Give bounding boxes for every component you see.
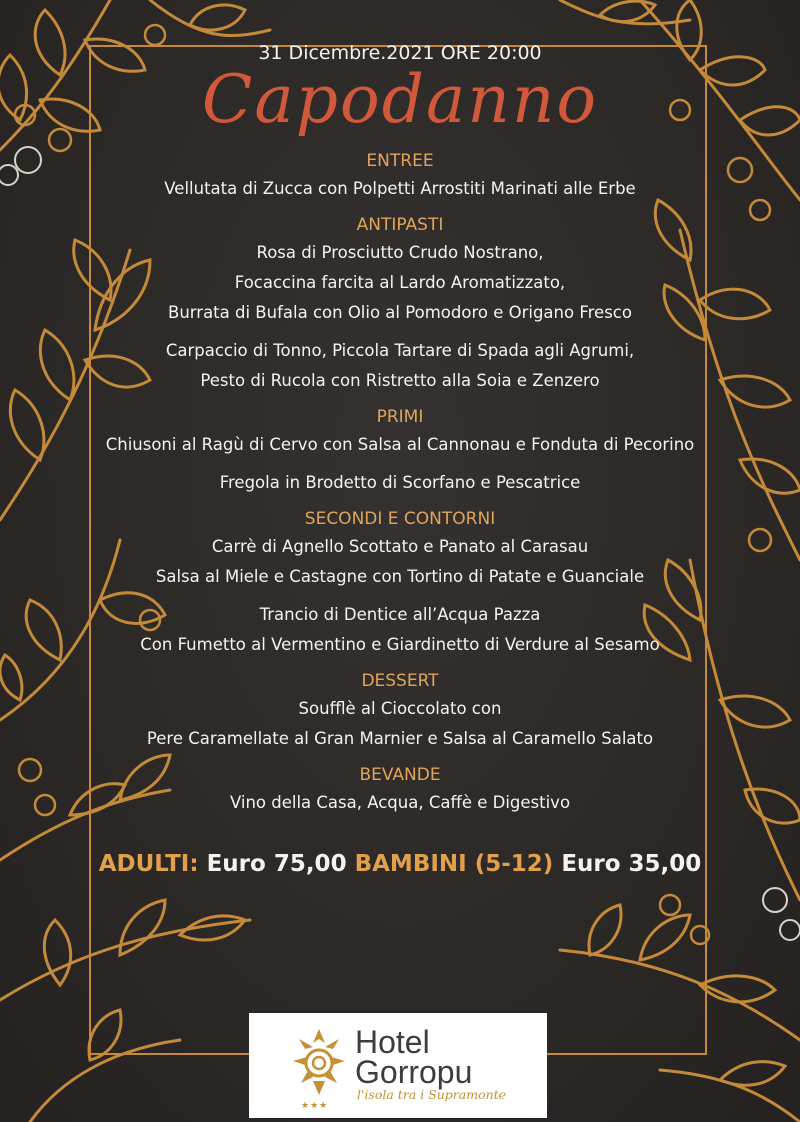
- section-entree: [89, 148, 711, 204]
- hotel-name: [355, 1024, 473, 1090]
- children-label: BAMBINI (5-12): [354, 851, 554, 877]
- menu-item: Con Fumetto al Vermentino e Giardinetto di Verdure al Sesamo: [140, 635, 660, 654]
- hotel-name-line2: Gorropu: [355, 1054, 473, 1090]
- page-title: Capodanno: [201, 61, 599, 138]
- event-date: 31 Dicembre.2021 ORE 20:00: [258, 42, 542, 64]
- adults-price: Euro 75,00: [206, 851, 347, 877]
- menu-item: Fregola in Brodetto di Scorfano e Pescatrice: [219, 473, 581, 492]
- sun-emblem-icon: [291, 1025, 347, 1107]
- section-dessert: [89, 668, 711, 754]
- section-title-entree: ENTREE: [366, 151, 434, 171]
- section-antipasti: [89, 212, 711, 396]
- star-rating: ★★★: [301, 1101, 329, 1111]
- menu-item: Carrè di Agnello Scottato e Panato al Carasau: [211, 537, 589, 556]
- menu-item: Burrata di Bufala con Olio al Pomodoro e Origano Fresco: [168, 303, 632, 322]
- menu-content: [89, 38, 711, 882]
- menu-item: Chiusoni al Ragù di Cervo con Salsa al Cannonau e Fonduta di Pecorino: [105, 435, 695, 454]
- section-title-secondi: SECONDI E CONTORNI: [304, 509, 496, 529]
- adults-label: ADULTI:: [98, 851, 199, 877]
- section-title-primi: PRIMI: [376, 407, 424, 427]
- hotel-logo: [249, 1013, 547, 1118]
- menu-item: Vino della Casa, Acqua, Caffè e Digestivo: [229, 793, 571, 812]
- children-price: Euro 35,00: [561, 851, 702, 877]
- menu-item: Soufflè al Cioccolato con: [298, 699, 502, 718]
- menu-item: Trancio di Dentice all’Acqua Pazza: [259, 605, 541, 624]
- menu-item: Pesto di Rucola con Ristretto alla Soia e Zenzero: [200, 371, 600, 390]
- section-title-antipasti: ANTIPASTI: [356, 215, 444, 235]
- section-title-bevande: BEVANDE: [359, 765, 441, 785]
- section-secondi: [89, 506, 711, 660]
- menu-item: Vellutata di Zucca con Polpetti Arrostiti Marinati alle Erbe: [164, 179, 636, 198]
- price-line: [89, 846, 711, 882]
- section-primi: [89, 404, 711, 498]
- menu-item: Pere Caramellate al Gran Marnier e Salsa al Caramello Salato: [146, 729, 654, 748]
- menu-item: Salsa al Miele e Castagne con Tortino di Patate e Guanciale: [155, 567, 645, 586]
- section-title-dessert: DESSERT: [361, 671, 439, 691]
- menu-item: Focaccina farcita al Lardo Aromatizzato,: [234, 273, 566, 292]
- menu-item: Rosa di Prosciutto Crudo Nostrano,: [256, 243, 544, 262]
- section-bevande: [89, 762, 711, 818]
- menu-item: Carpaccio di Tonno, Piccola Tartare di Spada agli Agrumi,: [165, 341, 635, 360]
- hotel-name-line1: Hotel: [355, 1024, 430, 1060]
- hotel-tagline: l'isola tra i Supramonte: [357, 1087, 507, 1102]
